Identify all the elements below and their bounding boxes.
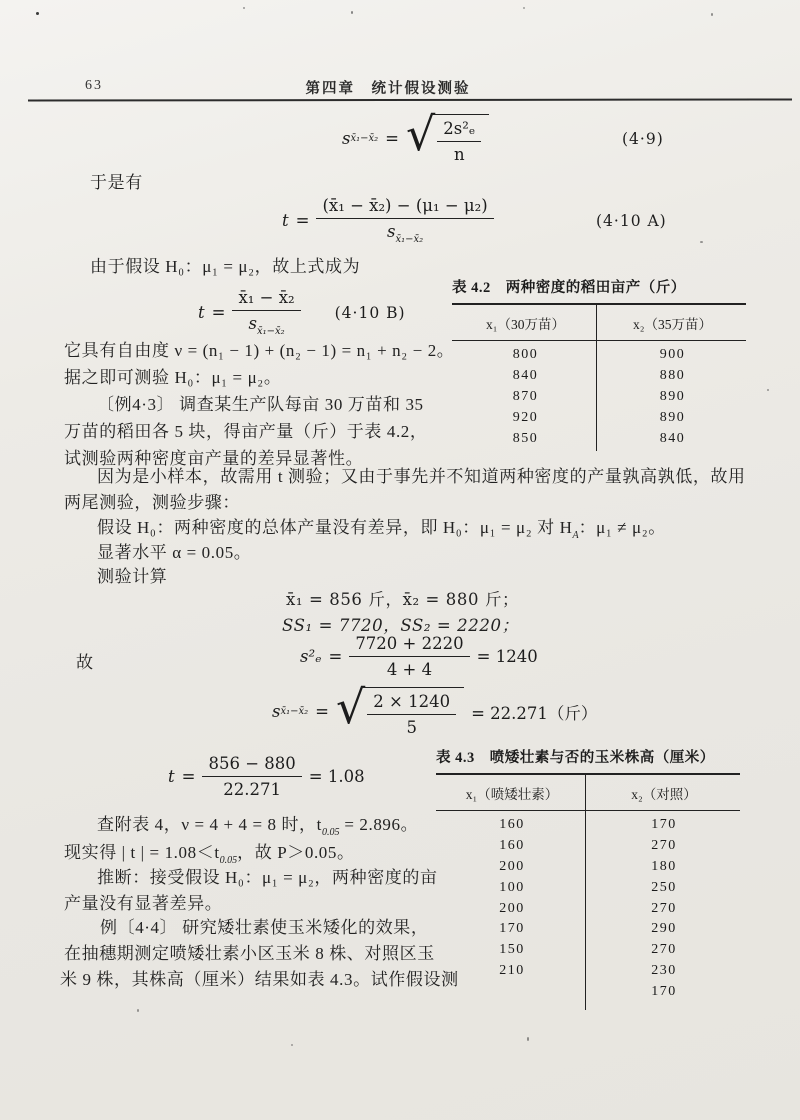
scan-speck (711, 13, 713, 16)
equation-standard-error (272, 680, 598, 737)
table-row: 100 250 (499, 879, 677, 895)
equation-label-4-9: (4·9) (622, 130, 664, 148)
text-small-sample-line1: 因为是小样本，故需用 t 测验；又由于事先并不知道两种密度的产量孰高孰低，故用 (97, 467, 746, 486)
text-table-lookup: 查附表 4，ν = 4 + 4 = 8 时，$t_{0.05} = 2.896$。 (97, 815, 419, 838)
subscript-005: 0.05 (219, 855, 238, 866)
text-small-sample-line2: 两尾测验，测验步骤： (64, 493, 240, 512)
square-root (335, 680, 464, 737)
table-row: 150 270 (499, 942, 677, 958)
subscript-A: A (572, 530, 579, 541)
text-hypothesis: 假设 H₀：两种密度的总体产量没有差异，即 H₀：μ₁ = μ₂ 对 $H_A$：μ₁ ≠ μ₂。 (97, 518, 666, 541)
text-calculation-title: 测验计算 (97, 567, 168, 586)
scan-speck (243, 7, 245, 9)
table-row: 170 (651, 983, 677, 999)
table-4-2-header (452, 305, 746, 341)
table-row: 210 230 (499, 962, 677, 978)
table-row: 870 890 (512, 388, 686, 404)
fraction-denominator: $s_{x̄_1-x̄_2}$ (387, 222, 424, 245)
eq-lhs: s (342, 129, 351, 148)
eq-result: = 1.08 (308, 767, 365, 786)
fraction-numerator: x̄₁ − x̄₂ (232, 288, 300, 311)
fraction-numerator: (x̄₁ − x̄₂) − (μ₁ − μ₂) (316, 196, 493, 219)
table-4-3-header (436, 775, 740, 811)
table-row: 160 270 (499, 838, 677, 854)
text-example-4-3-line3: 试测验两种密度亩产量的差异显著性。 (64, 449, 364, 468)
fraction-denominator: n (453, 145, 465, 164)
scan-speck (523, 7, 525, 9)
scan-speck (36, 12, 39, 15)
running-head-chapter: 第四章 统计假设测验 (305, 81, 471, 97)
fraction-denominator: $s_{x̄_1-x̄_2}$ (248, 314, 285, 337)
equals-sign: = (315, 702, 329, 721)
paragraph-yushiyou: 于是有 (90, 173, 143, 192)
eq-lhs: t (168, 767, 175, 786)
fraction-numerator: 2s²ₑ (437, 119, 481, 142)
table-row: 200 180 (499, 858, 677, 874)
text-conclusion-line1: 推断：接受假设 H₀：μ₁ = μ₂，两种密度的亩 (97, 868, 438, 887)
subscript-005: 0.05 (321, 827, 340, 838)
equals-sign: = (181, 767, 196, 786)
fraction-denominator: 22.271 (223, 780, 281, 799)
fraction-numerator: 7720 + 2220 (349, 634, 469, 657)
text-example-4-4-line3: 米 9 株，其株高（厘米）结果如表 4.3。试作假设测 (60, 970, 459, 989)
column-header-x2: x₂（对照） (631, 787, 697, 802)
page-number: 63 (85, 78, 103, 93)
fraction-numerator: 2 × 1240 (367, 692, 456, 715)
text-example-4-3-line2: 万苗的稻田各 5 块，得亩产量（斤）于表 4.2， (64, 422, 428, 441)
eq-lhs: s²ₑ (300, 647, 322, 666)
table-row: 840 880 (512, 368, 686, 384)
equation-label-4-10B: (4·10 B) (334, 303, 406, 322)
text-example-4-3-line1: 〔例4·3〕 调查某生产队每亩 30 万苗和 35 (97, 395, 424, 414)
scan-speck (527, 1037, 529, 1041)
table-row: 800 900 (512, 347, 686, 363)
table-column-divider (585, 775, 586, 1010)
text-gu: 故 (76, 653, 94, 672)
text-degrees-of-freedom: 它具有自由度 ν = (n₁ − 1) + (n₂ − 1) = n₁ + n₂ − 2。 (64, 341, 455, 360)
table-4-3 (436, 746, 740, 1004)
scan-speck (767, 389, 769, 391)
scan-speck (137, 1009, 139, 1012)
equation-pooled-variance (300, 634, 538, 679)
scan-speck (291, 1044, 293, 1046)
fraction-denominator: 4 + 4 (386, 660, 433, 679)
radical-icon: √ (335, 680, 366, 734)
table-4-2 (452, 276, 746, 451)
equals-sign: = (385, 129, 399, 148)
header-rule (28, 98, 792, 101)
fraction-denominator: 5 (406, 718, 417, 737)
scan-speck (700, 241, 703, 243)
column-header-x1: x₁（喷矮壮素） (465, 787, 559, 802)
table-column-divider (596, 305, 597, 451)
text-test-h0: 据之即可测验 H₀：μ₁ = μ₂。 (64, 368, 282, 387)
square-root (405, 107, 489, 164)
equals-sign: = (295, 211, 310, 230)
table-row: 920 890 (512, 409, 686, 425)
table-row: 170 290 (499, 921, 677, 937)
text-significance-level: 显著水平 α = 0.05。 (97, 543, 252, 562)
text-means: x̄₁ = 856 斤，x̄₂ = 880 斤； (286, 590, 520, 609)
eq-result: = 22.271（斤） (471, 703, 598, 723)
radical-icon: √ (405, 107, 436, 161)
table-4-2-title: 表 4.2 两种密度的稻田亩产（斤） (452, 280, 686, 296)
equation-4-9 (342, 107, 489, 164)
eq-result: = 1240 (476, 647, 538, 666)
eq-lhs-subscript: x̄₁−x̄₂ (280, 706, 309, 717)
eq-lhs-subscript: x̄₁−x̄₂ (350, 133, 379, 144)
equation-4-10A (282, 196, 494, 245)
eq-lhs: t (198, 303, 205, 322)
eq-lhs: s (272, 702, 281, 721)
table-4-3-title: 表 4.3 喷矮壮素与否的玉米株高（厘米） (436, 750, 715, 766)
equals-sign: = (328, 647, 343, 666)
eq-lhs: t (282, 211, 289, 230)
table-row: 200 270 (499, 900, 677, 916)
text-observed-t: 现实得 | t | = $1.08<t_{0.05}$，故 P＞0.05。 (64, 843, 355, 866)
table-row: 160 170 (499, 817, 677, 833)
table-row: 850 840 (512, 430, 686, 446)
equation-4-10B (198, 288, 406, 337)
text-example-4-4-line1: 例〔4·4〕 研究矮壮素使玉米矮化的效果， (100, 918, 429, 937)
equals-sign: = (211, 303, 226, 322)
column-header-x1: x₁（30万苗） (486, 317, 565, 332)
fraction-numerator: 856 − 880 (202, 754, 301, 777)
text-example-4-4-line2: 在抽穗期测定喷矮壮素小区玉米 8 株、对照区玉 (64, 944, 435, 963)
text-conclusion-line2: 产量没有显著差异。 (64, 894, 223, 913)
equation-t-statistic (168, 754, 365, 799)
scan-speck (351, 11, 353, 14)
equation-label-4-10A: (4·10 A) (596, 212, 667, 230)
paragraph-assumption: 由于假设 H₀：μ₁ = μ₂，故上式成为 (90, 257, 361, 276)
text-sum-of-squares: SS₁ = 7720，SS₂ = 2220； (282, 616, 519, 635)
column-header-x2: x₂（35万苗） (633, 317, 712, 332)
